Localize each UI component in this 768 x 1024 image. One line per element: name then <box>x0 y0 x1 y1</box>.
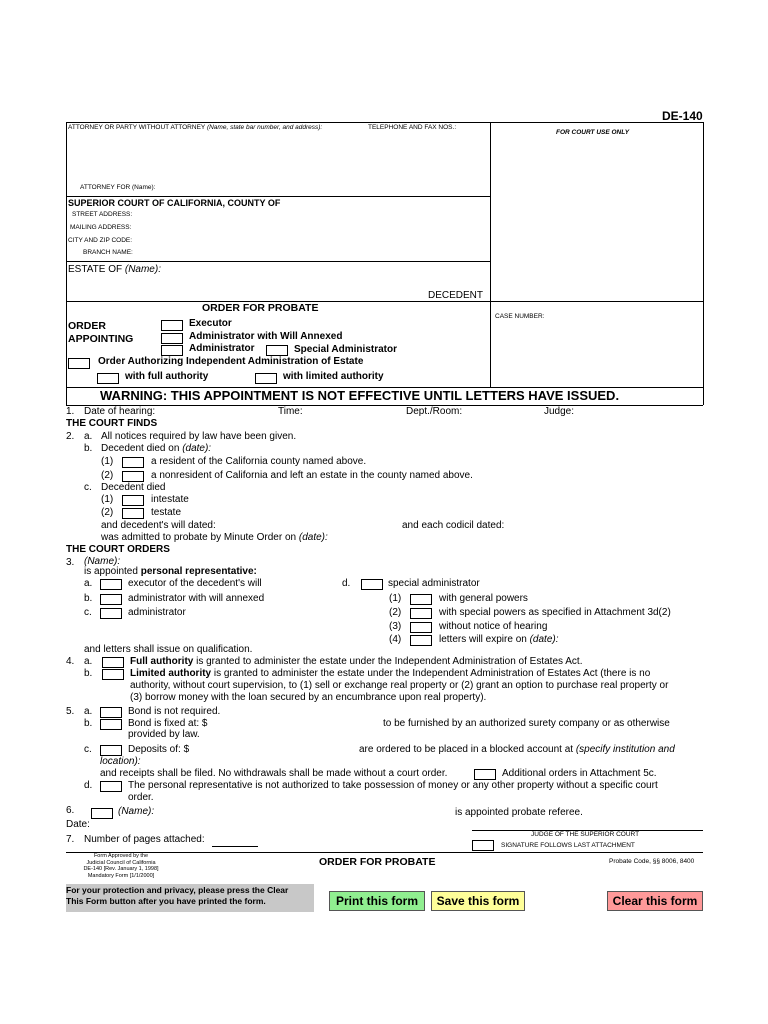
special-admin-checkbox[interactable] <box>361 579 383 590</box>
admitted-probate-label: was admitted to probate by Minute Order on (date): <box>101 532 328 543</box>
item3d2-num: (2) <box>389 607 402 618</box>
privacy-notice: For your protection and privacy, please press the Clear This Form button after you have printed the form. <box>66 884 314 912</box>
warning-banner: WARNING: THIS APPOINTMENT IS NOT EFFECTIVE UNTIL LETTERS HAVE ISSUED. <box>100 388 620 403</box>
pages-attached-line[interactable] <box>212 846 258 847</box>
special-administrator-checkbox[interactable] <box>266 345 288 356</box>
general-powers-checkbox[interactable] <box>410 594 432 605</box>
order-title: ORDER FOR PROBATE <box>202 302 319 314</box>
order-label: ORDER <box>68 320 106 332</box>
testate-checkbox[interactable] <box>122 508 144 519</box>
bond-not-required-text: Bond is not required. <box>128 706 221 717</box>
case-number-label: CASE NUMBER: <box>495 313 545 320</box>
item2c2-num: (2) <box>101 507 114 518</box>
bond-not-required-checkbox[interactable] <box>100 707 122 718</box>
full-authority-checkbox[interactable] <box>97 373 119 384</box>
provided-by-law-text: provided by law. <box>128 729 200 740</box>
special-powers-checkbox[interactable] <box>410 608 432 619</box>
item2-num: 2. <box>66 431 75 442</box>
decedent-died-text: Decedent died <box>101 482 166 493</box>
deposits-checkbox[interactable] <box>100 745 122 756</box>
footer-title: ORDER FOR PROBATE <box>319 856 436 868</box>
full-authority-label: with full authority <box>125 371 209 382</box>
nonresident-checkbox[interactable] <box>122 471 144 482</box>
item3a-letter: a. <box>84 578 93 589</box>
item3d3-num: (3) <box>389 621 402 632</box>
item5-num: 5. <box>66 706 75 717</box>
item5c-letter: c. <box>84 744 92 755</box>
additional-orders-text: Additional orders in Attachment 5c. <box>502 768 657 779</box>
limited-authority-checkbox[interactable] <box>255 373 277 384</box>
item6-num: 6. <box>66 805 75 816</box>
item3-num: 3. <box>66 557 75 568</box>
item3d-letter: d. <box>342 578 351 589</box>
not-authorized-line2: order. <box>128 792 154 803</box>
resident-text: a resident of the California county named above. <box>151 456 367 467</box>
executor-label: Executor <box>189 318 232 329</box>
admin-will-annexed-checkbox[interactable] <box>161 333 183 344</box>
item5b-letter: b. <box>84 718 93 729</box>
executor-will-checkbox[interactable] <box>100 579 122 590</box>
administrator-checkbox[interactable] <box>161 345 183 356</box>
bond-fixed-checkbox[interactable] <box>100 719 122 730</box>
limited-authority-iaea-checkbox[interactable] <box>102 669 124 680</box>
not-authorized-checkbox[interactable] <box>100 781 122 792</box>
branch-name-label: BRANCH NAME: <box>83 249 133 256</box>
will-dated-label: and decedent's will dated: <box>101 520 216 531</box>
signature-follows-label: SIGNATURE FOLLOWS LAST ATTACHMENT <box>501 842 635 849</box>
admin-annexed-text: administrator with will annexed <box>128 593 265 604</box>
judge-label: Judge: <box>544 406 575 417</box>
full-authority-text: Full authority is granted to administer the estate under the Independent Administration of Estates Act. <box>130 656 583 667</box>
deposits-text: Deposits of: $ <box>128 744 190 755</box>
limited-authority-text: Limited authority is granted to administer the estate under the Independent Administration of Estates Act (there is no <box>130 668 651 679</box>
item2c-letter: c. <box>84 482 92 493</box>
item3b-letter: b. <box>84 593 93 604</box>
general-powers-text: with general powers <box>439 593 528 604</box>
superior-court-label: SUPERIOR COURT OF CALIFORNIA, COUNTY OF <box>68 198 281 208</box>
item5d-letter: d. <box>84 780 93 791</box>
date-label: Date: <box>66 819 90 830</box>
decedent-died-on: Decedent died on (date): <box>101 443 212 454</box>
estate-of-label: ESTATE OF (Name): <box>68 264 161 275</box>
item4b-letter: b. <box>84 668 93 679</box>
court-orders-heading: THE COURT ORDERS <box>66 544 170 555</box>
decedent-label: DECEDENT <box>428 290 484 301</box>
item5a-letter: a. <box>84 706 93 717</box>
independent-admin-checkbox[interactable] <box>68 358 90 369</box>
item3d1-num: (1) <box>389 593 402 604</box>
not-authorized-text: The personal representative is not authorized to take possession of money or any other property without a specific court <box>128 780 658 791</box>
intestate-checkbox[interactable] <box>122 495 144 506</box>
representative-name-label: (Name): <box>84 556 121 567</box>
court-use-label: FOR COURT USE ONLY <box>556 129 630 136</box>
item4a-letter: a. <box>84 656 93 667</box>
special-administrator-label: Special Administrator <box>294 344 397 355</box>
pages-attached-label: Number of pages attached: <box>84 834 205 845</box>
item2a-letter: a. <box>84 431 93 442</box>
without-notice-checkbox[interactable] <box>410 622 432 633</box>
item2b1-num: (1) <box>101 456 114 467</box>
city-zip-label: CITY AND ZIP CODE: <box>68 237 133 244</box>
street-address-label: STREET ADDRESS: <box>72 211 133 218</box>
admin-annexed-checkbox[interactable] <box>100 594 122 605</box>
surety-text: to be furnished by an authorized surety company or as otherwise <box>383 718 670 729</box>
referee-name-label: (Name): <box>118 806 155 817</box>
probate-code-ref: Probate Code, §§ 8006, 8400 <box>609 858 695 865</box>
judge-signature-label: JUDGE OF THE SUPERIOR COURT <box>531 831 640 838</box>
probate-referee-checkbox[interactable] <box>91 808 113 819</box>
blocked-account-text: are ordered to be placed in a blocked account at (specify institution and <box>359 744 675 755</box>
phone-label: TELEPHONE AND FAX NOS.: <box>368 124 457 131</box>
dept-room-label: Dept./Room: <box>406 406 463 417</box>
appointed-pr-label: is appointed personal representative: <box>84 566 257 577</box>
item7-num: 7. <box>66 834 75 845</box>
executor-will-text: executor of the decedent's will <box>128 578 262 589</box>
limited-authority-line3: (3) borrow money with the loan secured by an encumbrance upon real property). <box>130 692 487 703</box>
limited-authority-label: with limited authority <box>283 371 384 382</box>
executor-checkbox[interactable] <box>161 320 183 331</box>
item2b-letter: b. <box>84 443 93 454</box>
hearing-time-label: Time: <box>278 406 303 417</box>
item1-num: 1. <box>66 406 75 417</box>
probate-referee-text: is appointed probate referee. <box>455 807 583 818</box>
notices-given-text: All notices required by law have been given. <box>101 431 297 442</box>
admin-checkbox[interactable] <box>100 608 122 619</box>
admin-text: administrator <box>128 607 186 618</box>
item2b2-num: (2) <box>101 470 114 481</box>
administrator-label: Administrator <box>189 343 255 354</box>
print-form-button[interactable]: Print this form <box>329 891 425 911</box>
codicil-dated-label: and each codicil dated: <box>402 520 505 531</box>
item3d4-num: (4) <box>389 634 402 645</box>
court-finds-heading: THE COURT FINDS <box>66 418 158 429</box>
attorney-for-label: ATTORNEY FOR (Name): <box>80 184 156 191</box>
special-admin-text: special administrator <box>388 578 480 589</box>
bond-fixed-text: Bond is fixed at: $ <box>128 718 208 729</box>
full-authority-iaea-checkbox[interactable] <box>102 657 124 668</box>
testate-text: testate <box>151 507 182 518</box>
item4-num: 4. <box>66 656 75 667</box>
independent-admin-label: Order Authorizing Independent Administration of Estate <box>98 356 364 367</box>
form-approval-block: Form Approved by the Judicial Council of California DE-140 [Rev. January 1, 1998] Mandatory Form [1/1/2000] <box>83 853 159 879</box>
admin-will-annexed-label: Administrator with Will Annexed <box>189 331 343 342</box>
mailing-address-label: MAILING ADDRESS: <box>70 224 132 231</box>
hearing-date-label: Date of hearing: <box>84 406 156 417</box>
resident-checkbox[interactable] <box>122 457 144 468</box>
appointing-label: APPOINTING <box>68 333 134 345</box>
clear-form-button[interactable]: Clear this form <box>607 891 703 911</box>
without-notice-text: without notice of hearing <box>439 621 548 632</box>
save-form-button[interactable]: Save this form <box>431 891 525 911</box>
letters-expire-text: letters will expire on (date): <box>439 634 559 645</box>
intestate-text: intestate <box>151 494 189 505</box>
additional-orders-checkbox[interactable] <box>474 769 496 780</box>
item3c-letter: c. <box>84 607 92 618</box>
special-powers-text: with special powers as specified in Attachment 3d(2) <box>439 607 671 618</box>
letters-issue-text: and letters shall issue on qualification. <box>84 644 253 655</box>
item2c1-num: (1) <box>101 494 114 505</box>
receipts-filed-text: and receipts shall be filed. No withdrawals shall be made without a court order. <box>100 768 448 779</box>
nonresident-text: a nonresident of California and left an estate in the county named above. <box>151 470 473 481</box>
signature-follows-checkbox[interactable] <box>472 840 494 851</box>
location-label: location): <box>100 756 141 767</box>
limited-authority-line2: authority, without court supervision, to (1) sell or exchange real property or (2) grant an option to purchase real property or <box>130 680 669 691</box>
form-number: DE-140 <box>662 109 703 123</box>
letters-expire-checkbox[interactable] <box>410 635 432 646</box>
attorney-label: ATTORNEY OR PARTY WITHOUT ATTORNEY (Name, state bar number, and address): <box>68 124 323 131</box>
